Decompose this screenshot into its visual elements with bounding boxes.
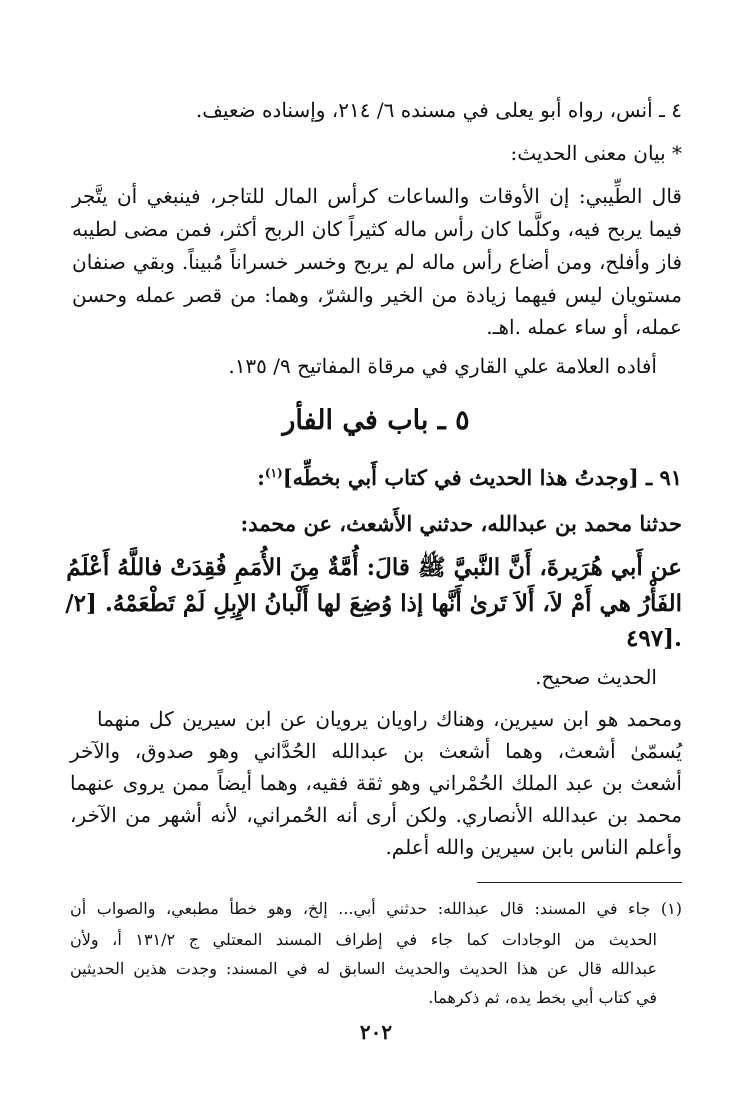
meaning-heading: * بيان معنى الحديث: <box>510 141 682 165</box>
source-note: أفاده العلامة علي القاري في مرقاة المفاتيح ٩/ ١٣٥. <box>228 354 657 378</box>
paragraph-line: قال الطِّيبي: إن الأوقات والساعات كرأس المال للتاجر، فينبغي أن يتَّجر <box>72 184 682 208</box>
footnote-divider <box>477 882 682 883</box>
hadith-matn-line: عن أَبي هُرَيرةَ، أَنَّ النَّبيَّ ﷺ قالَ: أُمَّةٌ مِنَ الأُمَمِ فُقِدَتْ فاللَّهُ أَعْلَمُ <box>66 554 682 581</box>
commentary-line: يُسمّىٰ أشعث، وهما أشعث بن عبدالله الحُدَّاني وهو صدوق، والآخر <box>70 739 682 763</box>
hadith-intro-colon: : <box>257 465 265 490</box>
footnote-line: (١) جاء في المسند: قال عبدالله: حدثني أبي... إلخ، وهو خطأ مطبعي، والصواب أن <box>70 899 682 918</box>
footnote-line: الحديث من الوجادات كما جاء في إطراف المسند المعتلي ج ١٣١/٢ أ، ولأن <box>70 930 657 949</box>
paragraph-line: عمله، أو ساء عمله .اهـ. <box>486 315 682 339</box>
hadith-intro-text: ٩١ ـ [وجدتُ هذا الحديث في كتاب أَبي بخطِّه] <box>282 465 682 490</box>
page-number: ٢٠٢ <box>359 1020 393 1044</box>
commentary-line: ومحمد هو ابن سيرين، وهناك راويان يرويان عن ابن سيرين كل منهما <box>97 707 682 731</box>
hadith-grade: الحديث صحيح. <box>535 665 657 689</box>
hadith-intro <box>257 467 682 488</box>
footnote-line: في كتاب أبي بخط يده، ثم ذكرهما. <box>428 988 657 1007</box>
footnote-marker: (١) <box>264 466 283 480</box>
hadith-source-line: ٤ ـ أنس، رواه أبو يعلى في مسنده ٦/ ٢١٤، وإسناده ضعيف. <box>195 98 682 122</box>
commentary-line: أشعث بن عبد الملك الحُمْراني وهو ثقة فقيه، وهما أيضاً ممن يروى عنهما <box>70 771 682 795</box>
chapter-heading: ٥ ـ باب في الفأر <box>282 405 470 436</box>
hadith-isnad: حدثنا محمد بن عبدالله، حدثني الأَشعث، عن محمد: <box>240 511 682 536</box>
paragraph-line: فاز وأفلح، ومن أضاع رأس ماله لم يربح وخسر خسراناً مُبيناً. وبقي صنفان <box>72 250 682 274</box>
commentary-line: وأعلم الناس بابن سيرين والله أعلم. <box>385 835 682 859</box>
hadith-matn-line: الفَأْرُ هي أَمْ لاَ، أَلاَ تَرىٰ أَنَّها إذا وُضِعَ لها أَلْبانُ الإِبِلِ لَمْ تَطْعَمْهُ. [٢/ <box>65 590 682 617</box>
hadith-matn-line: ٤٩٧]. <box>626 625 682 652</box>
paragraph-line: مستويان ليس فيهما زيادة من الخير والشرّ، وهما: من قصر عمله وحسن <box>72 283 682 307</box>
paragraph-line: فيما يربح فيه، وكلَّما كان رأس ماله كثيراً كان الربح أكثر، فمن مضى لطيبه <box>72 217 682 241</box>
footnote-line: عبدالله قال عن هذا الحديث والحديث السابق له في المسند: وجدت هذين الحديثين <box>70 959 657 978</box>
commentary-line: محمد بن عبدالله الأنصاري. ولكن أرى أنه الحُمراني، لأنه أشهر من الآخر، <box>70 803 682 827</box>
